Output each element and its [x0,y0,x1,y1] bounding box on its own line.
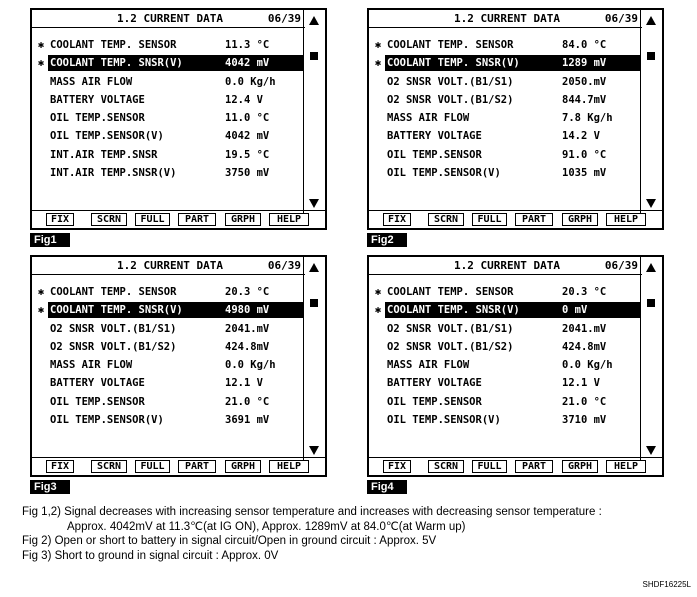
scroll-down-arrow-icon[interactable] [309,199,319,208]
scroll-up-arrow-icon[interactable] [646,16,656,25]
data-row[interactable] [369,91,642,109]
data-row[interactable] [369,356,642,374]
data-row[interactable] [32,54,305,72]
sensor-name: INT.AIR TEMP.SNSR(V) [50,167,177,180]
help-button[interactable]: HELP [606,460,646,473]
scrn-button[interactable]: SCRN [428,213,464,226]
sensor-name: OIL TEMP.SENSOR(V) [50,414,164,427]
scrn-button[interactable]: SCRN [428,460,464,473]
notes [22,505,682,563]
selected-star-icon: ✱ [374,57,382,70]
note-line-2: Approx. 4042mV at 11.3℃(at IG ON), Approx. 1289mV at 84.0℃(at Warm up) [67,520,466,533]
sensor-value: 0.0 Kg/h [225,359,276,372]
sensor-value: 11.3 °C [225,39,270,51]
page-counter: 06/39 [604,12,638,25]
sensor-value: 0 mV [562,304,588,317]
sensor-name: OIL TEMP.SENSOR(V) [387,414,501,427]
figure-label: Fig2 [367,233,407,247]
data-list [32,36,305,182]
note-line-4: Fig 3) Short to ground in signal circuit : Approx. 0V [22,549,279,562]
data-row[interactable] [369,283,642,301]
sensor-value: 12.1 V [225,377,263,390]
sensor-name: O2 SNSR VOLT.(B1/S1) [50,322,177,335]
full-button[interactable]: FULL [472,213,507,226]
figure-label: Fig3 [30,480,70,494]
screen-header [32,257,305,275]
sensor-name: COOLANT TEMP. SNSR(V) [50,57,183,70]
sensor-value: 20.3 °C [562,286,607,298]
page-counter: 06/39 [267,259,301,272]
scrn-button[interactable]: SCRN [91,213,127,226]
screen-title: 1.2 CURRENT DATA [117,12,223,25]
sensor-name: O2 SNSR VOLT.(B1/S1) [387,322,514,335]
data-row[interactable] [32,109,305,127]
data-row[interactable] [369,411,642,429]
screen-header [369,257,642,275]
data-row[interactable] [32,320,305,338]
function-button-bar [32,210,325,228]
part-button[interactable]: PART [515,460,553,473]
data-row[interactable] [32,393,305,411]
data-row[interactable] [369,338,642,356]
data-list [369,283,642,429]
scrollbar[interactable] [640,257,662,461]
sensor-name: OIL TEMP.SENSOR [50,112,145,125]
data-row[interactable] [369,146,642,164]
sensor-name: MASS AIR FLOW [387,112,470,125]
sensor-name: COOLANT TEMP. SENSOR [50,286,177,298]
data-row[interactable] [32,283,305,301]
data-row[interactable] [369,393,642,411]
data-row[interactable] [32,164,305,182]
sensor-name: MASS AIR FLOW [50,359,133,372]
selected-star-icon: ✱ [374,286,382,298]
sensor-name: MASS AIR FLOW [50,75,133,88]
scroll-down-arrow-icon[interactable] [309,446,319,455]
figure-label: Fig4 [367,480,407,494]
selected-star-icon: ✱ [37,57,45,70]
sensor-value: 4980 mV [225,304,270,317]
sensor-value: 4042 mV [225,57,270,70]
sensor-value: 12.1 V [562,377,600,390]
scrn-button[interactable]: SCRN [91,460,127,473]
sensor-value: 14.2 V [562,130,600,143]
sensor-value: 424.8mV [225,340,270,353]
fix-button[interactable]: FIX [46,213,74,226]
sensor-value: 4042 mV [225,130,270,143]
help-button[interactable]: HELP [269,213,309,226]
sensor-value: 0.0 Kg/h [225,75,276,88]
sensor-name: COOLANT TEMP. SNSR(V) [387,57,520,70]
full-button[interactable]: FULL [472,460,507,473]
screen-title: 1.2 CURRENT DATA [454,259,560,272]
sensor-name: OIL TEMP.SENSOR [50,395,145,408]
sensor-value: 7.8 Kg/h [562,112,613,125]
sensor-value: 424.8mV [562,340,607,353]
sensor-value: 19.5 °C [225,148,270,161]
sensor-name: COOLANT TEMP. SENSOR [50,39,177,51]
sensor-name: INT.AIR TEMP.SNSR [50,148,158,161]
data-row[interactable] [32,36,305,54]
sensor-value: 1289 mV [562,57,607,70]
scroll-down-arrow-icon[interactable] [646,199,656,208]
sensor-value: 3750 mV [225,167,270,180]
data-row[interactable] [32,411,305,429]
fix-button[interactable]: FIX [383,213,411,226]
note-line-1: Fig 1,2) Signal decreases with increasing sensor temperature and increases with decreasing sensor temperature : [22,506,602,518]
sensor-name: O2 SNSR VOLT.(B1/S2) [387,340,514,353]
sensor-value: 21.0 °C [225,395,270,408]
sensor-name: COOLANT TEMP. SNSR(V) [387,304,520,317]
sensor-value: 3691 mV [225,414,270,427]
data-row[interactable] [369,36,642,54]
scroll-thumb[interactable] [310,299,318,307]
screen-header [32,10,305,28]
sensor-name: O2 SNSR VOLT.(B1/S1) [387,75,514,88]
grph-button[interactable]: GRPH [225,213,261,226]
data-row[interactable] [32,338,305,356]
note-line-3: Fig 2) Open or short to battery in signal circuit/Open in ground circuit : Approx. 5V [22,535,437,548]
fix-button[interactable]: FIX [383,460,411,473]
function-button-bar [369,457,662,475]
sensor-name: BATTERY VOLTAGE [50,93,145,106]
data-row[interactable] [32,356,305,374]
data-row[interactable] [369,109,642,127]
full-button[interactable]: FULL [135,460,170,473]
grph-button[interactable]: GRPH [562,213,598,226]
scan-screen [367,255,664,477]
screen-header [369,10,642,28]
selected-star-icon: ✱ [37,286,45,298]
scroll-up-arrow-icon[interactable] [309,16,319,25]
figure-label: Fig1 [30,233,70,247]
data-list [369,36,642,182]
sensor-value: 21.0 °C [562,395,607,408]
document-code: SHDF16225L [642,580,691,589]
scan-screen [30,255,327,477]
sensor-value: 12.4 V [225,93,263,106]
screen-title: 1.2 CURRENT DATA [454,12,560,25]
sensor-name: BATTERY VOLTAGE [387,377,482,390]
data-row[interactable] [369,164,642,182]
scrollbar[interactable] [303,10,325,214]
function-button-bar [32,457,325,475]
sensor-value: 0.0 Kg/h [562,359,613,372]
selected-star-icon: ✱ [374,39,382,51]
sensor-value: 1035 mV [562,167,607,180]
data-row[interactable] [369,301,642,319]
sensor-value: 11.0 °C [225,112,270,125]
function-button-bar [369,210,662,228]
page-counter: 06/39 [604,259,638,272]
selected-star-icon: ✱ [37,304,45,317]
sensor-value: 2041.mV [225,322,270,335]
fix-button[interactable]: FIX [46,460,74,473]
sensor-name: O2 SNSR VOLT.(B1/S2) [50,340,177,353]
grph-button[interactable]: GRPH [562,460,598,473]
sensor-name: OIL TEMP.SENSOR [387,395,482,408]
data-row[interactable] [32,146,305,164]
sensor-value: 2050.mV [562,75,607,88]
selected-star-icon: ✱ [374,304,382,317]
scrollbar[interactable] [303,257,325,461]
scrollbar[interactable] [640,10,662,214]
data-row[interactable] [369,320,642,338]
scroll-down-arrow-icon[interactable] [646,446,656,455]
scan-screen [30,8,327,230]
scan-screen [367,8,664,230]
sensor-value: 84.0 °C [562,39,607,51]
sensor-value: 20.3 °C [225,286,270,298]
grph-button[interactable]: GRPH [225,460,261,473]
data-row[interactable] [32,127,305,145]
sensor-value: 3710 mV [562,414,607,427]
page-counter: 06/39 [267,12,301,25]
data-row[interactable] [369,73,642,91]
help-button[interactable]: HELP [269,460,309,473]
scroll-up-arrow-icon[interactable] [646,263,656,272]
data-list [32,283,305,429]
sensor-name: BATTERY VOLTAGE [50,377,145,390]
sensor-name: MASS AIR FLOW [387,359,470,372]
scroll-thumb[interactable] [647,52,655,60]
data-row[interactable] [369,374,642,392]
scroll-thumb[interactable] [310,52,318,60]
data-row[interactable] [32,301,305,319]
sensor-name: COOLANT TEMP. SENSOR [387,39,514,51]
part-button[interactable]: PART [178,213,216,226]
sensor-name: COOLANT TEMP. SENSOR [387,286,514,298]
selected-star-icon: ✱ [37,39,45,51]
data-row[interactable] [32,73,305,91]
sensor-value: 2041.mV [562,322,607,335]
sensor-value: 91.0 °C [562,148,607,161]
part-button[interactable]: PART [515,213,553,226]
data-row[interactable] [369,54,642,72]
data-row[interactable] [369,127,642,145]
part-button[interactable]: PART [178,460,216,473]
sensor-value: 844.7mV [562,93,607,106]
sensor-name: COOLANT TEMP. SNSR(V) [50,304,183,317]
screen-title: 1.2 CURRENT DATA [117,259,223,272]
scroll-thumb[interactable] [647,299,655,307]
help-button[interactable]: HELP [606,213,646,226]
sensor-name: OIL TEMP.SENSOR [387,148,482,161]
sensor-name: O2 SNSR VOLT.(B1/S2) [387,93,514,106]
sensor-name: OIL TEMP.SENSOR(V) [387,167,501,180]
data-row[interactable] [32,374,305,392]
scroll-up-arrow-icon[interactable] [309,263,319,272]
data-row[interactable] [32,91,305,109]
sensor-name: OIL TEMP.SENSOR(V) [50,130,164,143]
sensor-name: BATTERY VOLTAGE [387,130,482,143]
full-button[interactable]: FULL [135,213,170,226]
